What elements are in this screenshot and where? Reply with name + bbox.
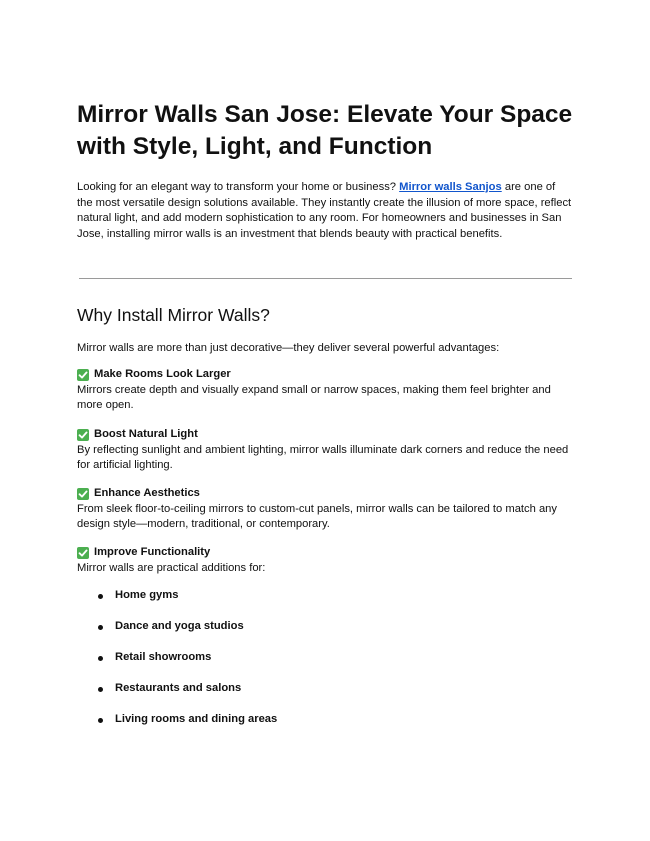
list-item xyxy=(77,681,573,712)
benefit-boost-natural-light xyxy=(77,427,573,474)
bullet-icon xyxy=(98,656,103,661)
list-item-text: Dance and yoga studios xyxy=(115,620,244,632)
page-title: Mirror Walls San Jose: Elevate Your Space with Style, Light, and Function xyxy=(77,101,573,160)
section-lead: Mirror walls are more than just decorative—they deliver several powerful advantages: xyxy=(77,342,500,354)
list-item xyxy=(77,619,573,650)
bullet-icon xyxy=(98,718,103,723)
check-icon xyxy=(77,488,89,500)
uses-list xyxy=(77,588,573,743)
benefit-description: By reflecting sunlight and ambient lighting, mirror walls illuminate dark corners and reduce the need for artificial lighting. xyxy=(77,443,569,472)
section-heading: Why Install Mirror Walls? xyxy=(77,305,270,325)
benefit-description: Mirror walls are practical additions for: xyxy=(77,561,266,574)
benefit-title: Improve Functionality xyxy=(94,546,211,558)
benefit-title: Enhance Aesthetics xyxy=(94,487,200,499)
intro-text-after: are one of the most versatile design solutions available. They instantly create the illusion of more space, reflect natural light, and add modern sophistication to any room. For homeowners and businesses in San Jose, installing mirror walls is an investment that blends beauty with practical benefits. xyxy=(77,181,572,240)
benefit-description: Mirrors create depth and visually expand small or narrow spaces, making them feel brighter and more open. xyxy=(77,383,551,412)
benefit-description: From sleek floor-to-ceiling mirrors to custom-cut panels, mirror walls can be tailored to match any design style—modern, traditional, or contemporary. xyxy=(77,502,557,531)
list-item xyxy=(77,650,573,681)
benefit-title: Boost Natural Light xyxy=(94,428,198,440)
list-item-text: Retail showrooms xyxy=(115,651,212,663)
check-icon xyxy=(77,429,89,441)
section-divider xyxy=(79,278,572,279)
check-icon xyxy=(77,369,89,381)
bullet-icon xyxy=(98,594,103,599)
benefit-make-rooms-larger xyxy=(77,367,573,414)
intro-text-before: Looking for an elegant way to transform your home or business? xyxy=(77,181,400,193)
mirror-walls-link[interactable]: Mirror walls Sanjos xyxy=(399,181,502,193)
list-item-text: Restaurants and salons xyxy=(115,682,242,694)
bullet-icon xyxy=(98,625,103,630)
list-item xyxy=(77,588,573,619)
list-item-text: Home gyms xyxy=(115,589,179,601)
benefit-improve-functionality xyxy=(77,545,573,576)
benefit-title: Make Rooms Look Larger xyxy=(94,368,231,380)
list-item xyxy=(77,712,573,743)
list-item-text: Living rooms and dining areas xyxy=(115,713,278,725)
check-icon xyxy=(77,547,89,559)
bullet-icon xyxy=(98,687,103,692)
intro-paragraph xyxy=(77,180,573,242)
benefit-enhance-aesthetics xyxy=(77,486,573,533)
